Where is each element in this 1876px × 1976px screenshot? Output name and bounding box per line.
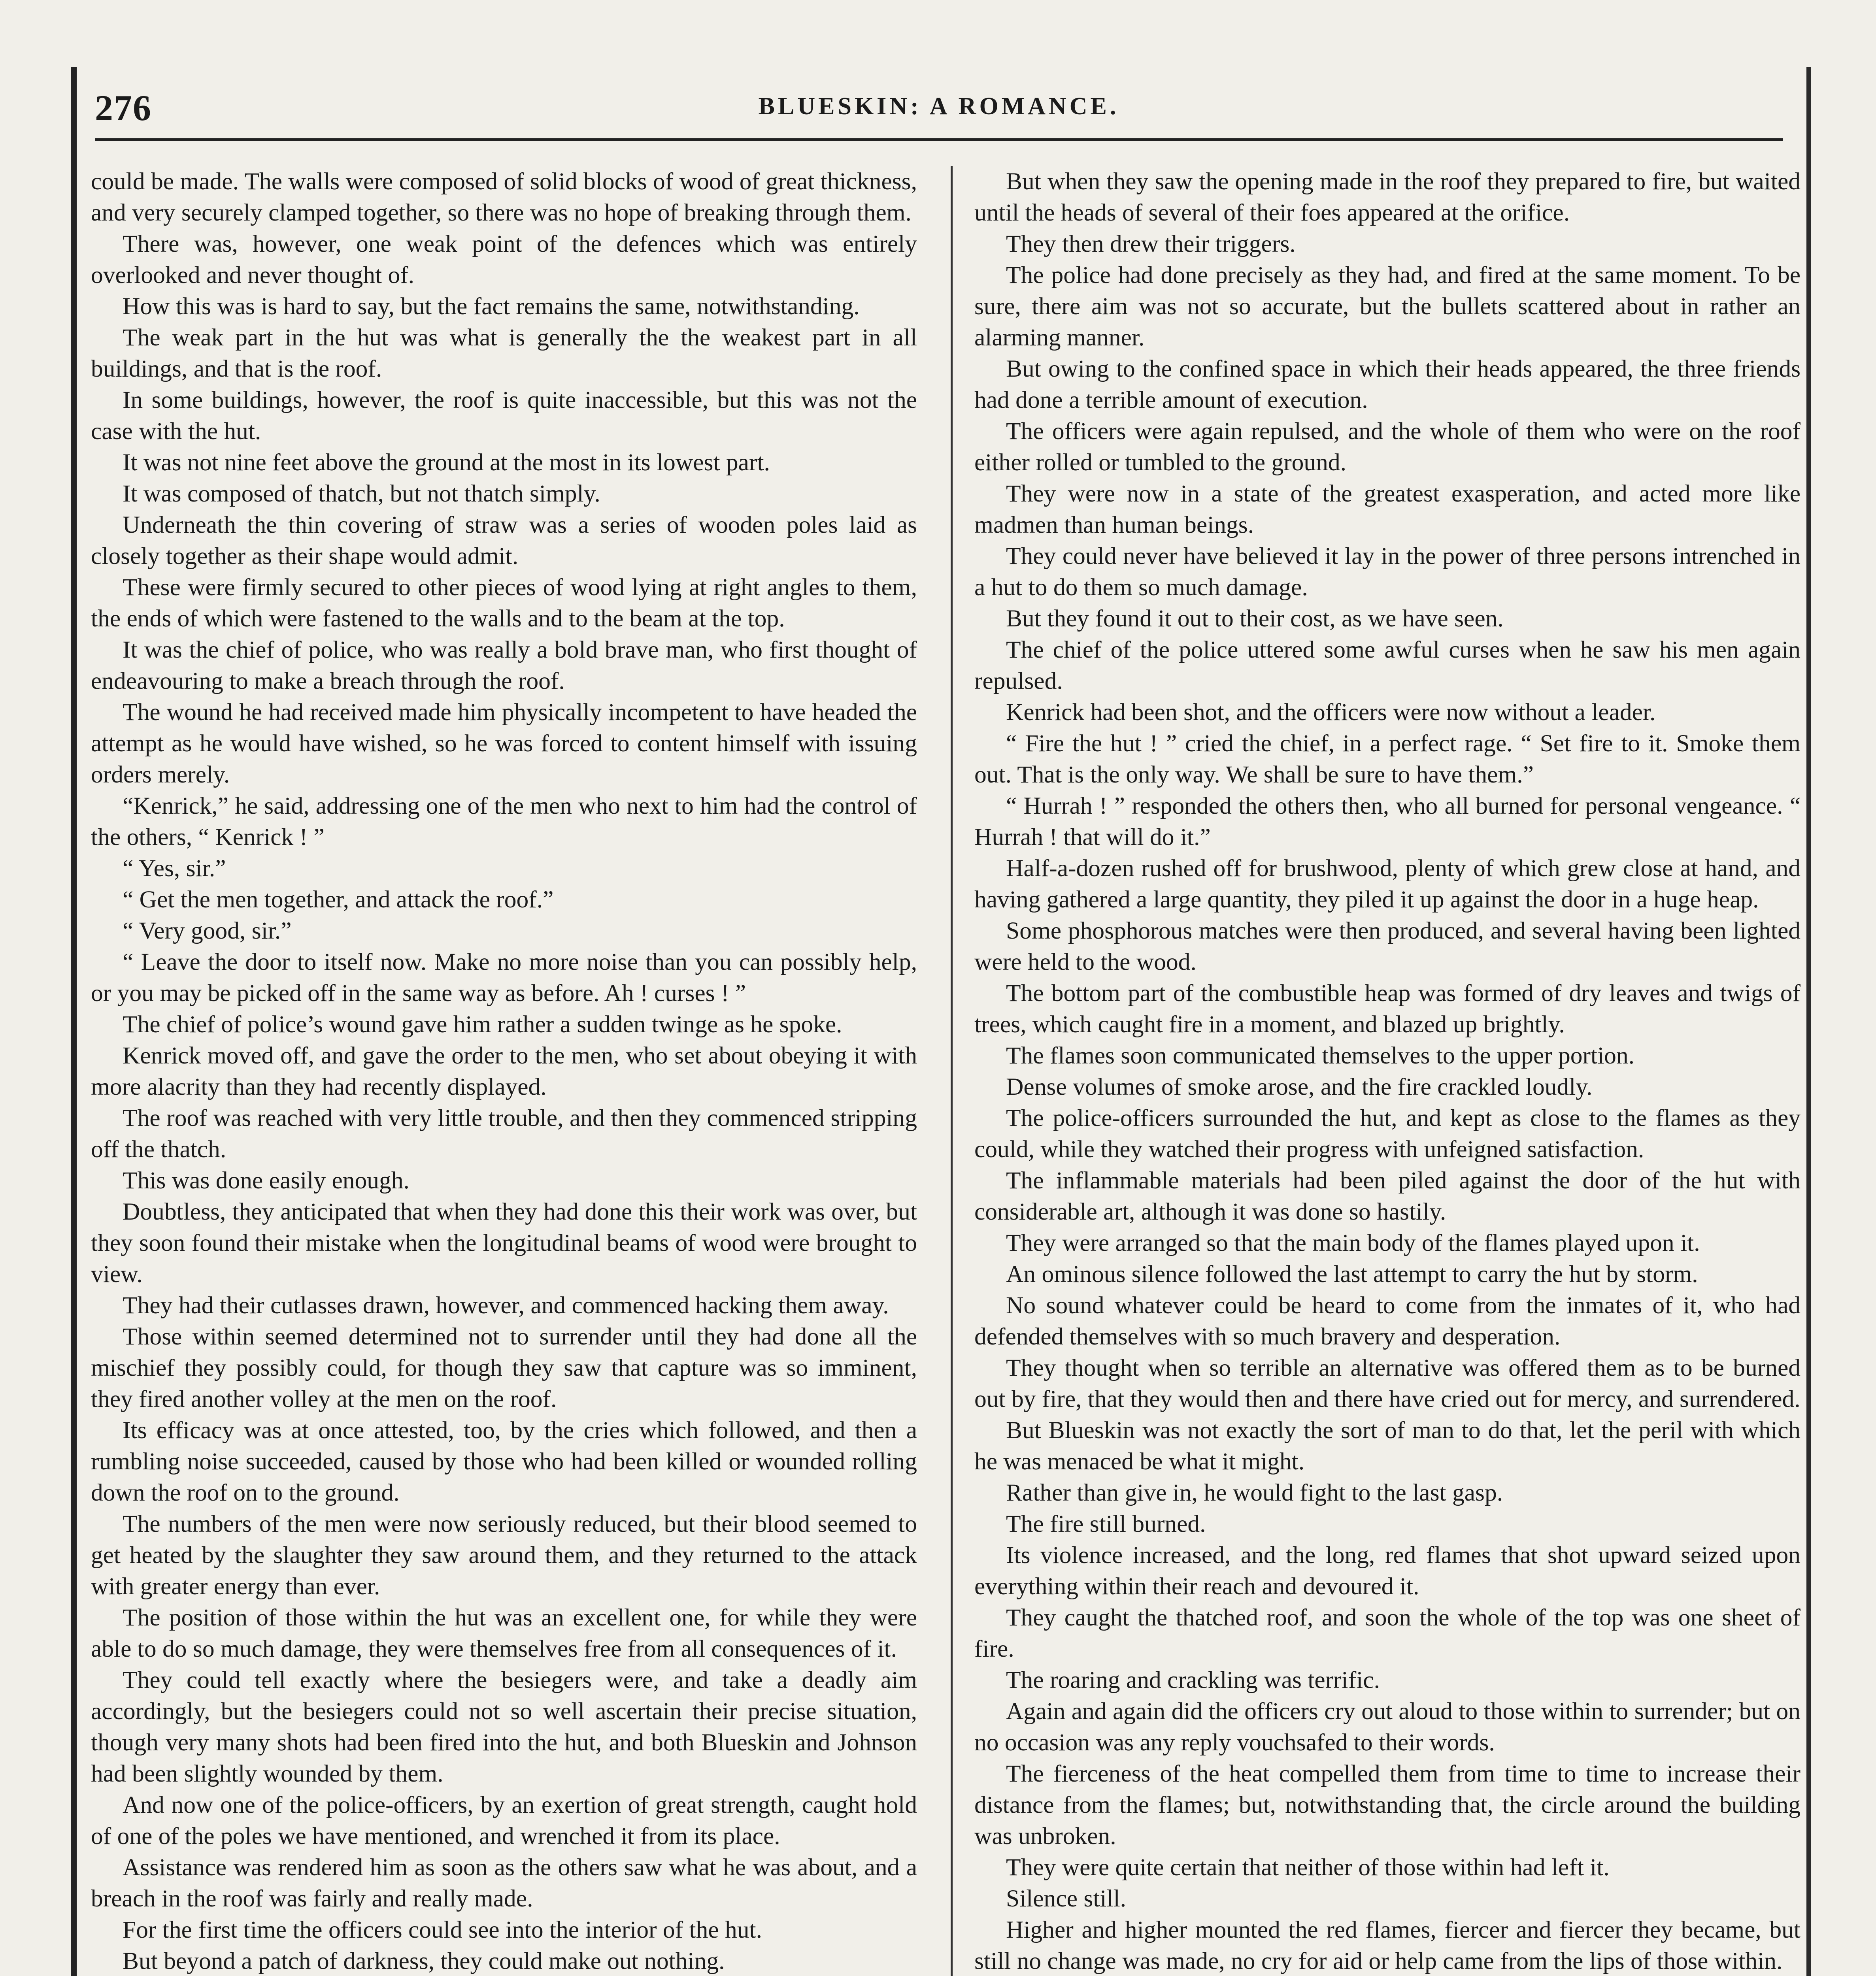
- paragraph: The position of those within the hut was an excellent one, for while they were able to do so much damage, they were themselves free from all consequences of it.: [91, 1604, 917, 1662]
- paragraph: How this was is hard to say, but the fact remains the same, notwithstanding.: [123, 293, 860, 320]
- paragraph: And now one of the police-officers, by an exertion of great strength, caught hold of one of the poles we have mentioned, and wrenched it from its place.: [91, 1791, 917, 1850]
- paragraph: It was composed of thatch, but not thatch simply.: [123, 480, 600, 507]
- paragraph: It was the chief of police, who was really a bold brave man, who first thought of endeavouring to make a breach through the roof.: [91, 636, 917, 694]
- paragraph: The wound he had received made him physically incompetent to have headed the attempt as he would have wished, so he was forced to content himself with issuing orders merely.: [91, 699, 917, 788]
- paragraph: The roaring and crackling was terrific.: [1006, 1667, 1380, 1693]
- page-border-left: [71, 67, 77, 1976]
- paragraph: “ Get the men together, and attack the roof.”: [123, 886, 554, 913]
- paragraph: But when they saw the opening made in the roof they prepared to fire, but waited until the heads of several of their foes appeared at the orifice.: [974, 168, 1801, 226]
- paragraph: The fire still burned.: [1006, 1510, 1206, 1537]
- paragraph: Half-a-dozen rushed off for brushwood, plenty of which grew close at hand, and having gathered a large quantity, they piled it up against the door in a huge heap.: [974, 855, 1801, 913]
- paragraph: Doubtless, they anticipated that when they had done this their work was over, but they soon found their mistake when the longitudinal beams of wood were brought to view.: [91, 1198, 917, 1288]
- paragraph: Silence still.: [1006, 1885, 1127, 1912]
- paragraph: They could never have believed it lay in the power of three persons intrenched in a hut to do them so much damage.: [974, 543, 1801, 601]
- paragraph: Dense volumes of smoke arose, and the fire crackled loudly.: [1006, 1073, 1593, 1100]
- paragraph: It was not nine feet above the ground at the most in its lowest part.: [123, 449, 770, 476]
- left-column: [91, 166, 917, 1976]
- paragraph: They were now in a state of the greatest exasperation, and acted more like madmen than human beings.: [974, 480, 1801, 538]
- paragraph: Kenrick moved off, and gave the order to the men, who set about obeying it with more alacrity than they had recently displayed.: [91, 1042, 917, 1100]
- paragraph: “ Leave the door to itself now. Make no more noise than you can possibly help, or you may be picked off in the same way as before. Ah ! curses ! ”: [91, 948, 917, 1007]
- running-title: BLUESKIN: A ROMANCE.: [758, 93, 1119, 120]
- paragraph: Its violence increased, and the long, red flames that shot upward seized upon everything within their reach and devoured it.: [974, 1542, 1801, 1600]
- paragraph: Again and again did the officers cry out aloud to those within to surrender; but on no occasion was any reply vouchsafed to their words.: [974, 1698, 1801, 1756]
- paragraph: But Blueskin was not exactly the sort of man to do that, let the peril with which he was menaced be what it might.: [974, 1417, 1801, 1475]
- paragraph: The bottom part of the combustible heap was formed of dry leaves and twigs of trees, which caught fire in a moment, and blazed up brightly.: [974, 980, 1801, 1038]
- paragraph: Underneath the thin covering of straw was a series of wooden poles laid as closely together as their shape would admit.: [91, 511, 917, 569]
- paragraph: “ Fire the hut ! ” cried the chief, in a perfect rage. “ Set fire to it. Smoke them out. That is the only way. We shall be sure to have them.”: [974, 730, 1801, 788]
- paragraph: Kenrick had been shot, and the officers were now without a leader.: [1006, 699, 1656, 726]
- paragraph: For the first time the officers could see into the interior of the hut.: [123, 1916, 762, 1943]
- paragraph: They thought when so terrible an alternative was offered them as to be burned out by fire, that they would then and there have cried out for mercy, and surrendered.: [974, 1354, 1801, 1412]
- paragraph: The flames soon communicated themselves to the upper portion.: [1006, 1042, 1635, 1069]
- paragraph: But they found it out to their cost, as we have seen.: [1006, 605, 1504, 632]
- paragraph: In some buildings, however, the roof is quite inaccessible, but this was not the case with the hut.: [91, 387, 917, 445]
- paragraph: The fierceness of the heat compelled them from time to time to increase their distance from the flames; but, notwithstanding that, the circle around the building was unbroken.: [974, 1760, 1801, 1850]
- paragraph: Its efficacy was at once attested, too, by the cries which followed, and then a rumbling noise succeeded, caused by those who had been killed or wounded rolling down the roof on to the ground.: [91, 1417, 917, 1506]
- paragraph: Some phosphorous matches were then produced, and several having been lighted were held to the wood.: [974, 917, 1801, 975]
- paragraph: But owing to the confined space in which their heads appeared, the three friends had done a terrible amount of execution.: [974, 355, 1801, 413]
- paragraph: This was done easily enough.: [123, 1167, 410, 1194]
- paragraph: They were quite certain that neither of those within had left it.: [1006, 1854, 1610, 1881]
- paragraph: An ominous silence followed the last attempt to carry the hut by storm.: [1006, 1261, 1698, 1288]
- paragraph: Those within seemed determined not to surrender until they had done all the mischief they possibly could, for though they saw that capture was so imminent, they fired another volley at the men on the roof.: [91, 1323, 917, 1412]
- paragraph: They were arranged so that the main body of the flames played upon it.: [1006, 1229, 1700, 1256]
- paragraph: “ Hurrah ! ” responded the others then, who all burned for personal vengeance. “ Hurrah ! that will do it.”: [974, 792, 1801, 850]
- paragraph: The numbers of the men were now seriously reduced, but their blood seemed to get heated by the slaughter they saw around them, and they returned to the attack with greater energy than ever.: [91, 1510, 917, 1600]
- paragraph: Rather than give in, he would fight to the last gasp.: [1006, 1479, 1503, 1506]
- paragraph: “Kenrick,” he said, addressing one of the men who next to him had the control of the others, “ Kenrick ! ”: [91, 792, 917, 850]
- paragraph: The officers were again repulsed, and the whole of them who were on the roof either rolled or tumbled to the ground.: [974, 418, 1801, 476]
- paragraph: The police had done precisely as they had, and fired at the same moment. To be sure, there aim was not so accurate, but the bullets scattered about in rather an alarming manner.: [974, 262, 1801, 351]
- header-rule: [95, 138, 1783, 141]
- page-header: [95, 79, 1783, 146]
- paragraph: “ Very good, sir.”: [123, 917, 292, 944]
- paragraph: The inflammable materials had been piled against the door of the hut with considerable art, although it was done so hastily.: [974, 1167, 1801, 1225]
- paragraph: The roof was reached with very little trouble, and then they commenced stripping off the thatch.: [91, 1105, 917, 1163]
- paragraph: The weak part in the hut was what is generally the the weakest part in all buildings, and that is the roof.: [91, 324, 917, 382]
- column-divider: [951, 166, 953, 1976]
- paragraph: Higher and higher mounted the red flames, fiercer and fiercer they became, but still no change was made, no cry for aid or help came from the lips of those within.: [974, 1916, 1801, 1974]
- paragraph: “ Yes, sir.”: [123, 855, 226, 882]
- paragraph: They had their cutlasses drawn, however, and commenced hacking them away.: [123, 1292, 889, 1319]
- paragraph: Assistance was rendered him as soon as the others saw what he was about, and a breach in the roof was fairly and really made.: [91, 1854, 917, 1912]
- paragraph: No sound whatever could be heard to come from the inmates of it, who had defended themselves with so much bravery and desperation.: [974, 1292, 1801, 1350]
- paragraph: These were firmly secured to other pieces of wood lying at right angles to them, the ends of which were fastened to the walls and to the beam at the top.: [91, 574, 917, 632]
- paragraph: The police-officers surrounded the hut, and kept as close to the flames as they could, while they watched their progress with unfeigned satisfaction.: [974, 1105, 1801, 1163]
- page-border-right: [1806, 67, 1811, 1976]
- right-column: [974, 166, 1801, 1976]
- paragraph: There was, however, one weak point of the defences which was entirely overlooked and never thought of.: [91, 230, 917, 288]
- page-number: 276: [95, 88, 152, 128]
- paragraph: The chief of the police uttered some awful curses when he saw his men again repulsed.: [974, 636, 1801, 694]
- paragraph: But beyond a patch of darkness, they could make out nothing.: [123, 1948, 725, 1974]
- paragraph: The chief of police’s wound gave him rather a sudden twinge as he spoke.: [123, 1011, 842, 1038]
- paragraph: They then drew their triggers.: [1006, 230, 1296, 257]
- paragraph: They could tell exactly where the besiegers were, and take a deadly aim accordingly, but the besiegers could not so well ascertain their precise situation, though very many shots had been fired into the hut, and both Blueskin and Johnson had been slightly wounded by them.: [91, 1667, 917, 1787]
- paragraph: They caught the thatched roof, and soon the whole of the top was one sheet of fire.: [974, 1604, 1801, 1662]
- paragraph: could be made. The walls were composed of solid blocks of wood of great thickness, and very securely clamped together, so there was no hope of breaking through them.: [91, 168, 917, 226]
